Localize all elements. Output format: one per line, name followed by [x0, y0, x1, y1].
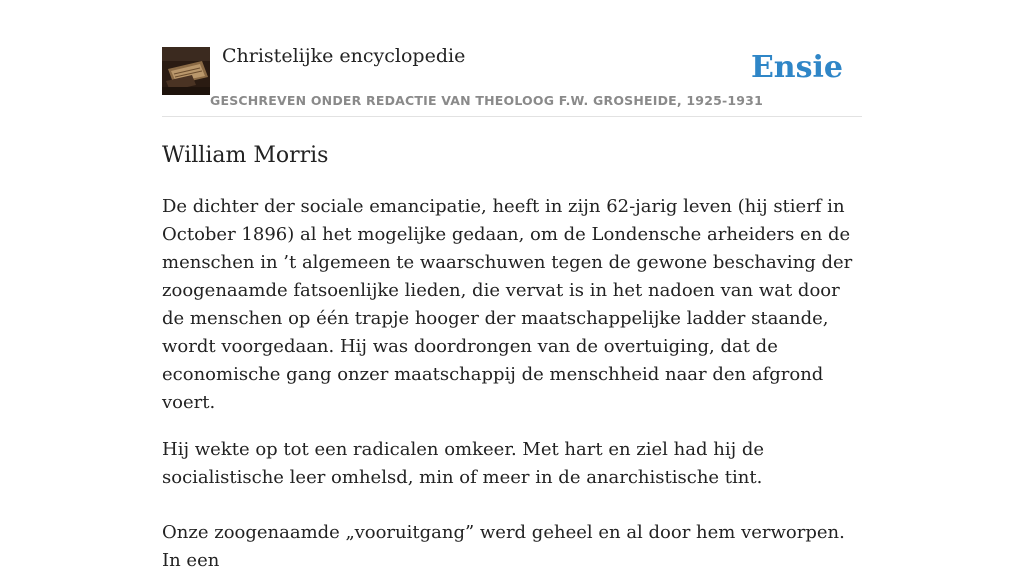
article-body: [162, 193, 862, 575]
article-paragraph: Onze zoogenaamde „vooruitgang” werd geheel en al door hem verworpen. In een: [162, 522, 845, 571]
book-photo-icon: [162, 47, 210, 95]
article-paragraph: Hij wekte op tot een radicalen omkeer. Met hart en ziel had hij de socialistische leer omhelsd, min of meer in de anarchistische tint.: [162, 439, 765, 488]
content-container: [162, 0, 862, 575]
article-title: William Morris: [162, 143, 329, 168]
article-paragraph: De dichter der sociale emancipatie, heeft in zijn 62-jarig leven (hij stierf in October 1896) al het mogelijke gedaan, om de Londensche arheiders en de menschen in ’t algemeen te waarschuwen tegen de gewone beschaving der zoogenaamde fatsoenlijke lieden, die vervat is in het nadoen van wat door de menschen op één trapje hooger der maatschappelijke ladder staande, wordt voorgedaan. Hij was doordrongen van de overtuiging, dat de economische gang onzer maatschappij de menschheid naar den afgrond voert.: [162, 196, 853, 413]
brand-logo-link[interactable]: Ensie: [750, 50, 843, 85]
site-header: [162, 0, 862, 117]
site-title[interactable]: Christelijke encyclopedie: [222, 45, 466, 67]
site-subtitle: GESCHREVEN ONDER REDACTIE VAN THEOLOOG F.W. GROSHEIDE, 1925-1931: [210, 93, 763, 108]
avatar[interactable]: [162, 47, 210, 95]
